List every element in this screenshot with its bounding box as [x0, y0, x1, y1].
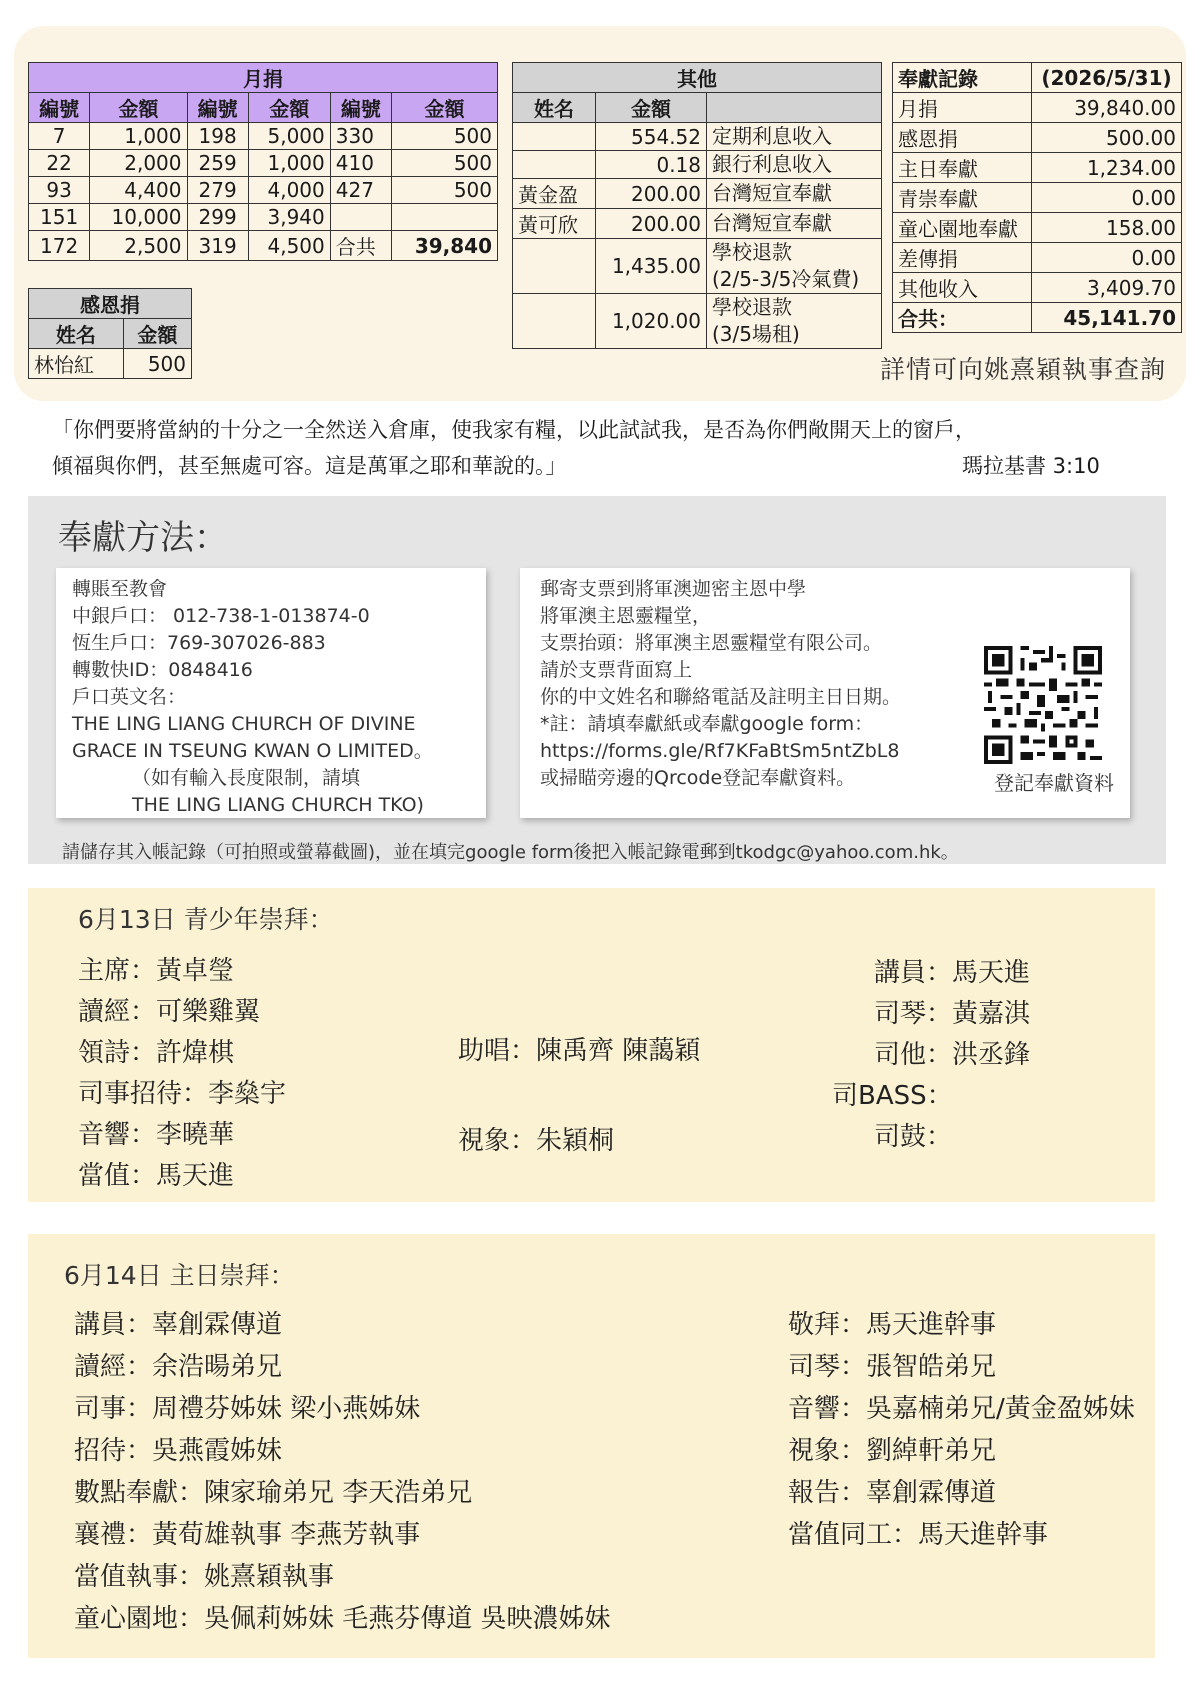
- table-row: [513, 209, 882, 239]
- table-cell: 差傳捐: [893, 243, 1032, 273]
- table-cell: 1,000: [90, 123, 187, 150]
- text-line: （如有輸入長度限制，請填: [132, 767, 361, 789]
- column-header: 編號: [187, 93, 248, 123]
- table-row: [513, 151, 882, 179]
- table-cell: 22: [29, 150, 90, 177]
- role-item: 襄禮：黃荀雄執事 李燕芳執事: [74, 1520, 421, 1550]
- table-row: [513, 123, 882, 151]
- table-cell: 4,000: [248, 177, 330, 204]
- table-title: 其他: [513, 63, 882, 93]
- table-title: 月捐: [29, 63, 498, 93]
- record-date: (2026/5/31): [1032, 63, 1182, 93]
- role-item: 司事招待：李燊宇: [78, 1079, 287, 1109]
- table-cell: 銀行利息收入: [707, 151, 882, 179]
- role-item: 讀經：余浩暘弟兄: [74, 1352, 283, 1382]
- role-item: 司他：洪丞鋒: [874, 1040, 1031, 1070]
- table-title: 奉獻記錄: [893, 63, 1032, 93]
- table-row: [29, 204, 498, 231]
- table-cell: 500: [392, 177, 498, 204]
- table-row: [513, 179, 882, 209]
- role-item: 講員：馬天進: [874, 958, 1031, 988]
- column-header: 金額: [248, 93, 330, 123]
- table-cell: 151: [29, 204, 90, 231]
- table-cell: 4,400: [90, 177, 187, 204]
- table-cell: 198: [187, 123, 248, 150]
- total-label: 合共: [330, 231, 391, 261]
- inquiry-note: 詳情可向姚熹穎執事查詢: [880, 355, 1167, 384]
- table-cell: 7: [29, 123, 90, 150]
- table-row: [893, 303, 1182, 333]
- table-cell: 定期利息收入: [707, 123, 882, 151]
- verse-text: 傾福與你們，甚至無處可容。這是萬軍之耶和華說的。」: [52, 454, 567, 478]
- qr-caption: 登記奉獻資料: [994, 771, 1114, 795]
- table-cell: 林怡紅: [29, 349, 124, 379]
- role-item: 當值同工：馬天進幹事: [788, 1520, 1049, 1550]
- desc-line: (2/5-3/5冷氣費): [712, 267, 860, 291]
- section-title: 奉獻方法：: [58, 518, 228, 558]
- table-cell: 童心園地奉獻: [893, 213, 1032, 243]
- table-cell: 1,435.00: [596, 239, 707, 294]
- table-cell: 319: [187, 231, 248, 261]
- monthly-donation-table: [28, 62, 498, 261]
- table-cell: 500: [392, 123, 498, 150]
- role-item: 視象：劉綽軒弟兄: [788, 1436, 997, 1466]
- table-row: [893, 213, 1182, 243]
- role-item: 司事：周禮芬姊妹 梁小燕姊妹: [74, 1394, 421, 1424]
- fps-id: 轉數快ID：0848416: [72, 659, 253, 681]
- role-item: 敬拜：馬天進幹事: [788, 1310, 997, 1340]
- text-line: THE LING LIANG CHURCH TKO): [132, 794, 424, 816]
- table-cell: 39,840.00: [1032, 93, 1182, 123]
- table-cell: 台灣短宣奉獻: [707, 179, 882, 209]
- table-cell: [513, 151, 596, 179]
- table-cell: 554.52: [596, 123, 707, 151]
- table-cell: 259: [187, 150, 248, 177]
- cheque-mail-card: [520, 568, 1130, 818]
- bank-transfer-card: [56, 568, 486, 818]
- qr-code-icon[interactable]: [984, 646, 1102, 764]
- role-item: 當值：馬天進: [78, 1161, 235, 1191]
- table-cell: 2,500: [90, 231, 187, 261]
- text-line: 轉賬至教會: [72, 578, 168, 600]
- total-value: 45,141.70: [1032, 303, 1182, 333]
- table-cell: 500: [123, 349, 191, 379]
- form-link[interactable]: https://forms.gle/Rf7KFaBtSm5ntZbL8: [540, 740, 900, 762]
- role-item: 數點奉獻：陳家瑜弟兄 李天浩弟兄: [74, 1478, 473, 1508]
- column-header: 姓名: [513, 93, 596, 123]
- table-cell: 10,000: [90, 204, 187, 231]
- table-cell: 台灣短宣奉獻: [707, 209, 882, 239]
- column-header: 金額: [123, 319, 191, 349]
- table-row: [893, 183, 1182, 213]
- role-item: 司琴：黃嘉淇: [874, 999, 1031, 1029]
- account-boc: 中銀戶口： 012-738-1-013874-0: [72, 605, 370, 627]
- table-row: [513, 239, 882, 294]
- text-line: THE LING LIANG CHURCH OF DIVINE: [72, 713, 416, 735]
- role-item: 司鼓：: [874, 1122, 953, 1152]
- column-header: 金額: [392, 93, 498, 123]
- table-cell: [707, 294, 882, 349]
- table-cell: [707, 239, 882, 294]
- table-row: [893, 273, 1182, 303]
- table-row: [893, 243, 1182, 273]
- table-cell: 500.00: [1032, 123, 1182, 153]
- thanksgiving-table: [28, 288, 192, 379]
- role-item: 讀經：可樂雞翼: [78, 997, 261, 1027]
- role-item: 主席：黃卓瑩: [78, 956, 235, 986]
- table-cell: 172: [29, 231, 90, 261]
- role-item: 音響：吳嘉楠弟兄/黃金盈姊妹: [788, 1394, 1135, 1424]
- column-header: [707, 93, 882, 123]
- table-cell: 青崇奉獻: [893, 183, 1032, 213]
- text-line: 將軍澳主恩靈糧堂，: [540, 605, 712, 627]
- youth-worship-panel: [28, 888, 1155, 1202]
- table-cell: [513, 123, 596, 151]
- table-cell: 主日奉獻: [893, 153, 1032, 183]
- table-cell: 3,940: [248, 204, 330, 231]
- table-cell: 410: [330, 150, 391, 177]
- text-line: 請於支票背面寫上: [540, 659, 693, 681]
- table-cell: 299: [187, 204, 248, 231]
- table-cell: [513, 294, 596, 349]
- table-cell: 1,020.00: [596, 294, 707, 349]
- table-cell: 93: [29, 177, 90, 204]
- verse-text: 「你們要將當納的十分之一全然送入倉庫，使我家有糧，以此試試我，是否為你們敞開天上的窗戶，: [52, 418, 976, 442]
- table-cell: 3,409.70: [1032, 273, 1182, 303]
- desc-line: (3/5場租): [712, 322, 800, 346]
- table-cell: 1,234.00: [1032, 153, 1182, 183]
- table-cell: 月捐: [893, 93, 1032, 123]
- table-cell: 0.18: [596, 151, 707, 179]
- table-cell: 200.00: [596, 209, 707, 239]
- table-row: [29, 349, 192, 379]
- role-item: 司BASS：: [832, 1081, 953, 1111]
- table-row: [29, 123, 498, 150]
- column-header: 金額: [596, 93, 707, 123]
- text-line: 郵寄支票到將軍澳迦密主恩中學: [540, 578, 807, 600]
- table-cell: 500: [392, 150, 498, 177]
- table-title: 感恩捐: [29, 289, 192, 319]
- table-row: [29, 150, 498, 177]
- table-cell: 2,000: [90, 150, 187, 177]
- text-line: 戶口英文名：: [72, 686, 187, 708]
- table-row: [29, 231, 498, 261]
- account-hangseng: 恆生戶口：769-307026-883: [72, 632, 326, 654]
- text-line: 你的中文姓名和聯絡電話及註明主日日期。: [540, 686, 902, 708]
- table-row: [893, 123, 1182, 153]
- table-cell: 1,000: [248, 150, 330, 177]
- total-value: 39,840: [392, 231, 498, 261]
- text-line: 或掃瞄旁邊的Qrcode登記奉獻資料。: [540, 767, 856, 789]
- table-row: [513, 294, 882, 349]
- role-item: 司琴：張智皓弟兄: [788, 1352, 997, 1382]
- table-cell: 200.00: [596, 179, 707, 209]
- table-cell: 4,500: [248, 231, 330, 261]
- column-header: 姓名: [29, 319, 124, 349]
- offering-record-table: [892, 62, 1182, 333]
- table-cell: [330, 204, 391, 231]
- text-line: 支票抬頭：將軍澳主恩靈糧堂有限公司。: [540, 632, 883, 654]
- role-item: 當值執事：姚熹穎執事: [74, 1562, 335, 1592]
- table-cell: [513, 239, 596, 294]
- table-cell: 5,000: [248, 123, 330, 150]
- role-item: 報告：辜創霖傳道: [788, 1478, 997, 1508]
- role-item: 領詩：許煒棋: [78, 1038, 235, 1068]
- column-header: 編號: [29, 93, 90, 123]
- offering-methods-panel: [28, 496, 1166, 864]
- role-item: 音響：李曉華: [78, 1120, 235, 1150]
- table-row: [29, 177, 498, 204]
- text-line: GRACE IN TSEUNG KWAN O LIMITED。: [72, 740, 433, 762]
- table-cell: 279: [187, 177, 248, 204]
- role-item: 講員：辜創霖傳道: [74, 1310, 283, 1340]
- table-cell: 其他收入: [893, 273, 1032, 303]
- table-cell: 0.00: [1032, 243, 1182, 273]
- table-cell: 黃金盈: [513, 179, 596, 209]
- verse-reference: 瑪拉基書 3:10: [962, 454, 1100, 478]
- column-header: 編號: [330, 93, 391, 123]
- section-title: 6月14日 主日崇拜：: [64, 1261, 295, 1290]
- table-cell: [392, 204, 498, 231]
- table-row: [893, 153, 1182, 183]
- role-item: 助唱：陳禹齊 陳藹穎: [458, 1036, 701, 1066]
- section-title: 6月13日 青少年崇拜：: [78, 905, 334, 934]
- table-cell: 427: [330, 177, 391, 204]
- table-cell: 158.00: [1032, 213, 1182, 243]
- desc-line: 學校退款: [712, 240, 792, 264]
- other-income-table: [512, 62, 882, 349]
- sunday-worship-panel: [28, 1234, 1155, 1658]
- table-cell: 330: [330, 123, 391, 150]
- methods-note: 請儲存其入帳記錄（可拍照或螢幕截圖)，並在填完google form後把入帳記錄電郵到tkodgc@yahoo.com.hk。: [62, 842, 959, 863]
- table-cell: 黃可欣: [513, 209, 596, 239]
- total-label: 合共：: [893, 303, 1032, 333]
- column-header: 金額: [90, 93, 187, 123]
- role-item: 招待：吳燕霞姊妹: [74, 1436, 283, 1466]
- table-cell: 感恩捐: [893, 123, 1032, 153]
- text-line: *註：請填奉獻紙或奉獻google form：: [540, 713, 874, 735]
- desc-line: 學校退款: [712, 295, 792, 319]
- table-row: [893, 93, 1182, 123]
- role-item: 視象：朱穎桐: [458, 1126, 615, 1156]
- table-cell: 0.00: [1032, 183, 1182, 213]
- role-item: 童心園地：吳佩莉姊妹 毛燕芬傳道 吳映濃姊妹: [74, 1604, 611, 1634]
